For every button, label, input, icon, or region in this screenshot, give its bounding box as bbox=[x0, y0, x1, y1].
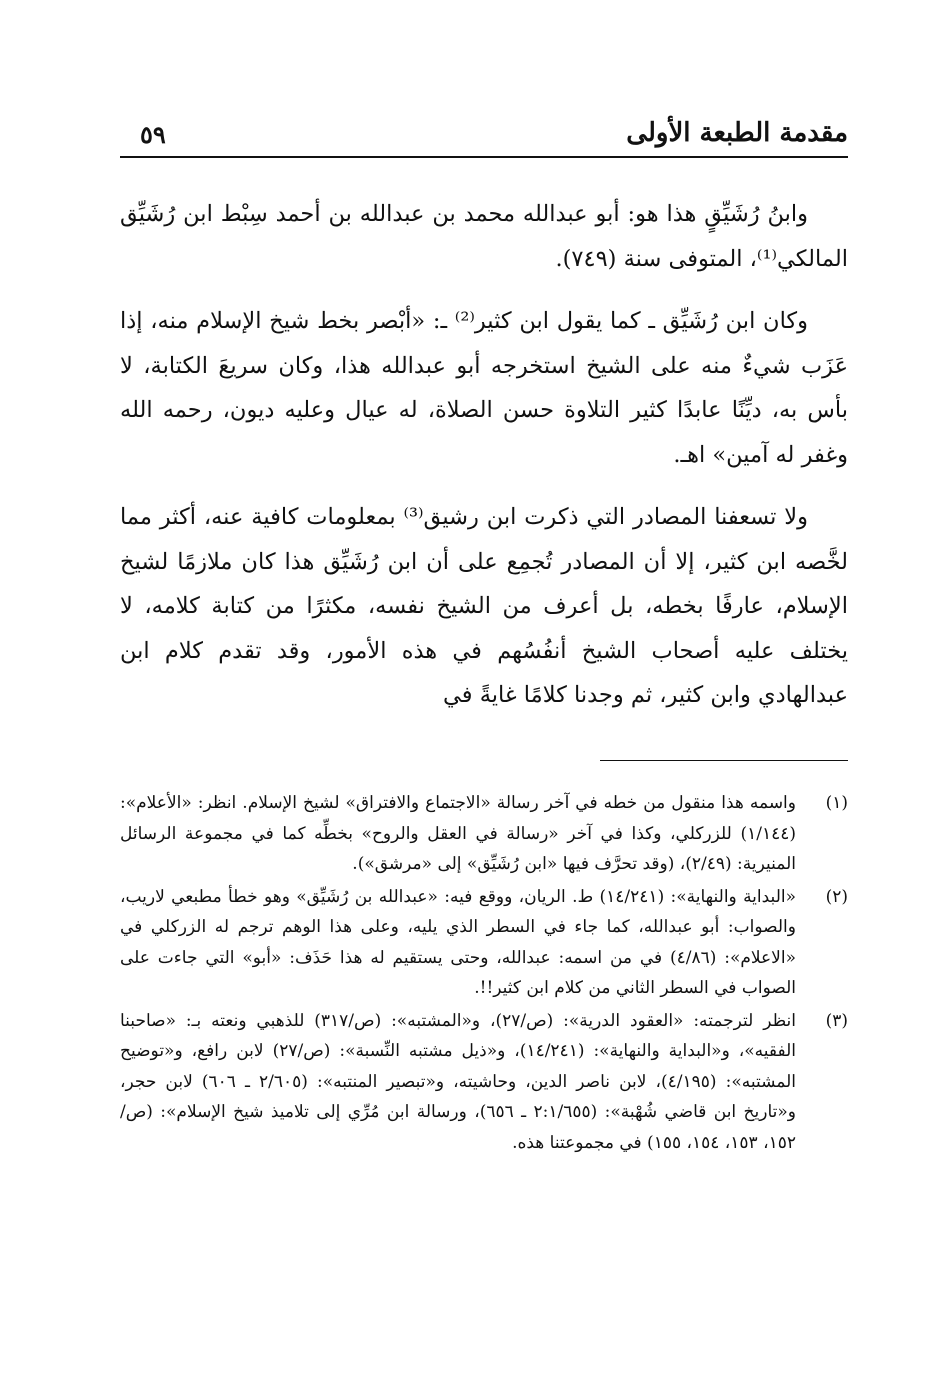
footnote bbox=[120, 882, 848, 1004]
main-text bbox=[120, 192, 848, 732]
body-paragraph: وكان ابن رُشَيِّق ـ كما يقول ابن كثير⁽²⁾ ـ: «أبْصر بخط شيخ الإسلام منه، إذا عَزَب شيءٌ منه على الشيخ استخرجه أبو عبدالله هذا، وكان سريعَ الكتابة، لا بأس به، ديِّنًا عابدًا كثير التلاوة حسن الصلاة، له عيال وعليه ديون، رحمه الله وغفر له آمين» اهـ. bbox=[120, 308, 848, 468]
footnote-separator bbox=[600, 760, 848, 761]
page-number: ٥٩ bbox=[140, 120, 166, 149]
footnote bbox=[120, 1006, 848, 1159]
header-rule bbox=[120, 156, 848, 158]
footnote-text: واسمه هذا منقول من خطه في آخر رسالة «الاجتماع والافتراق» لشيخ الإسلام. انظر: «الأعلام»: (١/١٤٤) للزركلي، وكذا في آخر «رسالة في العقل والروح» بخطِّه كما في مجموعة الرسائل المنيرية: (٢/٤٩)، (وقد تحرَّف فيها «ابن رُشَيِّق» إلى «مرشق»). bbox=[120, 793, 796, 874]
footnote-number: (٣) bbox=[825, 1010, 848, 1031]
footnote-number: (٢) bbox=[825, 886, 848, 907]
footnote-text: انظر لترجمته: «العقود الدرية»: (ص/٢٧)، و«المشتبه»: (ص/٣١٧) للذهبي ونعته بـ: «صاحبنا الفقيه»، و«البداية والنهاية»: (١٤/٢٤١)، و«ذيل مشتبه النِّسبة»: (ص/٢٧) لابن رافع، و«توضيح المشتبه»: (٤/١٩٥)، لابن ناصر الدين، وحاشيته، و«تبصير المنتبه»: (٢/٦٠٥ ـ ٦٠٦) لابن حجر، و«تاريخ ابن قاضي شُهْبة»: (٢:١/٦٥٥ ـ ٦٥٦)، ورسالة ابن مُرِّي إلى تلاميذ شيخ الإسلام»: (ص/١٥٢، ١٥٣، ١٥٤، ١٥٥) في مجموعتنا هذه. bbox=[120, 1010, 797, 1153]
running-title: مقدمة الطبعة الأولى bbox=[626, 118, 848, 148]
page-header bbox=[120, 118, 848, 158]
body-paragraph: ولا تسعفنا المصادر التي ذكرت ابن رشيق⁽³⁾ بمعلومات كافية عنه، أكثر مما لخَّصه ابن كثير، إلا أن المصادر تُجمِع على أن ابن رُشَيِّق هذا كان ملازمًا لشيخ الإسلام، عارفًا بخطه، بل أعرف من الشيخ نفسه، مكثرًا من كتابة كلامه، لا يختلف عليه أصحاب الشيخ أنفُسُهم في هذه الأمور، وقد تقدم كلام ابن عبدالهادي وابن كثير، ثم وجدنا كلامًا غايةً في bbox=[120, 504, 848, 708]
body-paragraph: وابنُ رُشَيِّقٍ هذا هو: أبو عبدالله محمد بن عبدالله بن أحمد سِبْط ابن رُشَيِّق المالكي⁽¹⁾، المتوفى سنة (٧٤٩). bbox=[120, 201, 848, 272]
footnote bbox=[120, 788, 848, 880]
footnote-number: (١) bbox=[825, 793, 848, 813]
footnotes bbox=[120, 788, 848, 1160]
footnote-text: «البداية والنهاية»: (١٤/٢٤١) ط. الريان، ووقع فيه: «عبدالله بن رُشَيِّق» وهو خطأ مطبعي لاريب، والصواب: أبو عبدالله، كما جاء في السطر الذي يليه، وعلى هذا الوهم ترجم له الزركلي في «الاعلام»: (٤/٨٦) في من اسمه: عبدالله، وحتى يستقيم له هذا حَذَف: «أبو» التي جاءت على الصواب في السطر الثاني من كلام ابن كثير!!. bbox=[120, 886, 796, 998]
